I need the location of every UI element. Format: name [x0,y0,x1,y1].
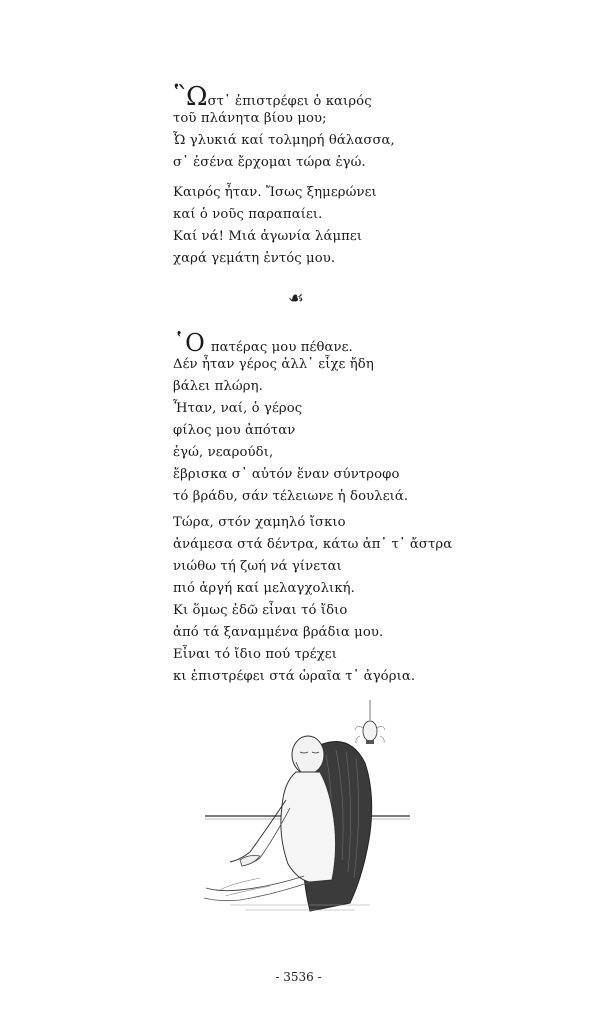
poem-line: ἀπό τά ξαναμμένα βράδια μου. [173,625,384,640]
poem-line: Ἦταν, ναί, ὁ γέρος [173,401,303,416]
poem-line: ἔβρισκα σ᾽ αὐτόν ἕναν σύντροφο [173,467,400,482]
poem-line: βάλει πλώρη. [173,379,263,394]
poem-line: χαρά γεμάτη ἐντός μου. [173,251,336,266]
poem-line: τό βράδυ, σάν τέλειωνε ἡ δουλειά. [173,489,409,504]
light-bulb-icon [355,700,385,744]
poem-line: Καιρός ἦταν. Ἴσως ξημερώνει [173,185,377,200]
stanza-1 [173,82,533,174]
poem-line: σ᾽ ἐσένα ἔρχομαι τώρα ἐγώ. [173,155,366,170]
poem-line: νιώθω τή ζωή νά γίνεται [173,559,342,574]
poem-line [173,329,533,357]
poem-line: Δέν ἦταν γέρος ἀλλ᾽ εἶχε ἤδη [173,357,374,372]
poem-line [173,82,533,112]
page-number: - 3536 - [275,970,322,984]
poem-line: τοῦ πλάνητα βίου μου; [173,111,327,126]
stanza-4 [173,512,533,688]
poem-line: φίλος μου ἀπόταν [173,423,296,438]
poem-line: Ὦ γλυκιά καί τολμηρή θάλασσα, [173,133,395,148]
poem-line: καί ὁ νοῦς παραπαίει. [173,207,323,222]
seated-figure [204,736,336,901]
poem-line: ἐγώ, νεαρούδι, [173,445,274,460]
poem-line: κι ἐπιστρέφει στά ὡραῖα τ᾽ ἀγόρια. [173,669,416,684]
poem-line-text: πατέρας μου πέθανε. [210,340,353,355]
poem-line: Εἶναι τό ἴδιο πού τρέχει [173,647,338,662]
sketch-illustration [200,700,415,915]
poem-line: Τώρα, στόν χαμηλό ἴσκιο [173,515,346,530]
drop-cap: ῝Ω [173,82,208,112]
drop-cap: ῾Ο [173,329,205,357]
stanza-2 [173,182,533,270]
poem-line: Καί νά! Μιά ἀγωνία λάμπει [173,229,363,244]
poem-line: πιό ἀργή καί μελαγχολική. [173,581,355,596]
poem-line-text: στ᾽ ἐπιστρέφει ὁ καιρός [207,94,372,109]
poem-line: ἀνάμεσα στά δέντρα, κάτω ἀπ᾽ τ᾽ ἄστρα [173,537,453,552]
stanza-3 [173,329,533,508]
poem-line: Κι ὅμως ἐδῶ εἶναι τό ἴδιο [173,603,348,618]
fleuron-ornament-icon: ☙ [287,288,305,309]
